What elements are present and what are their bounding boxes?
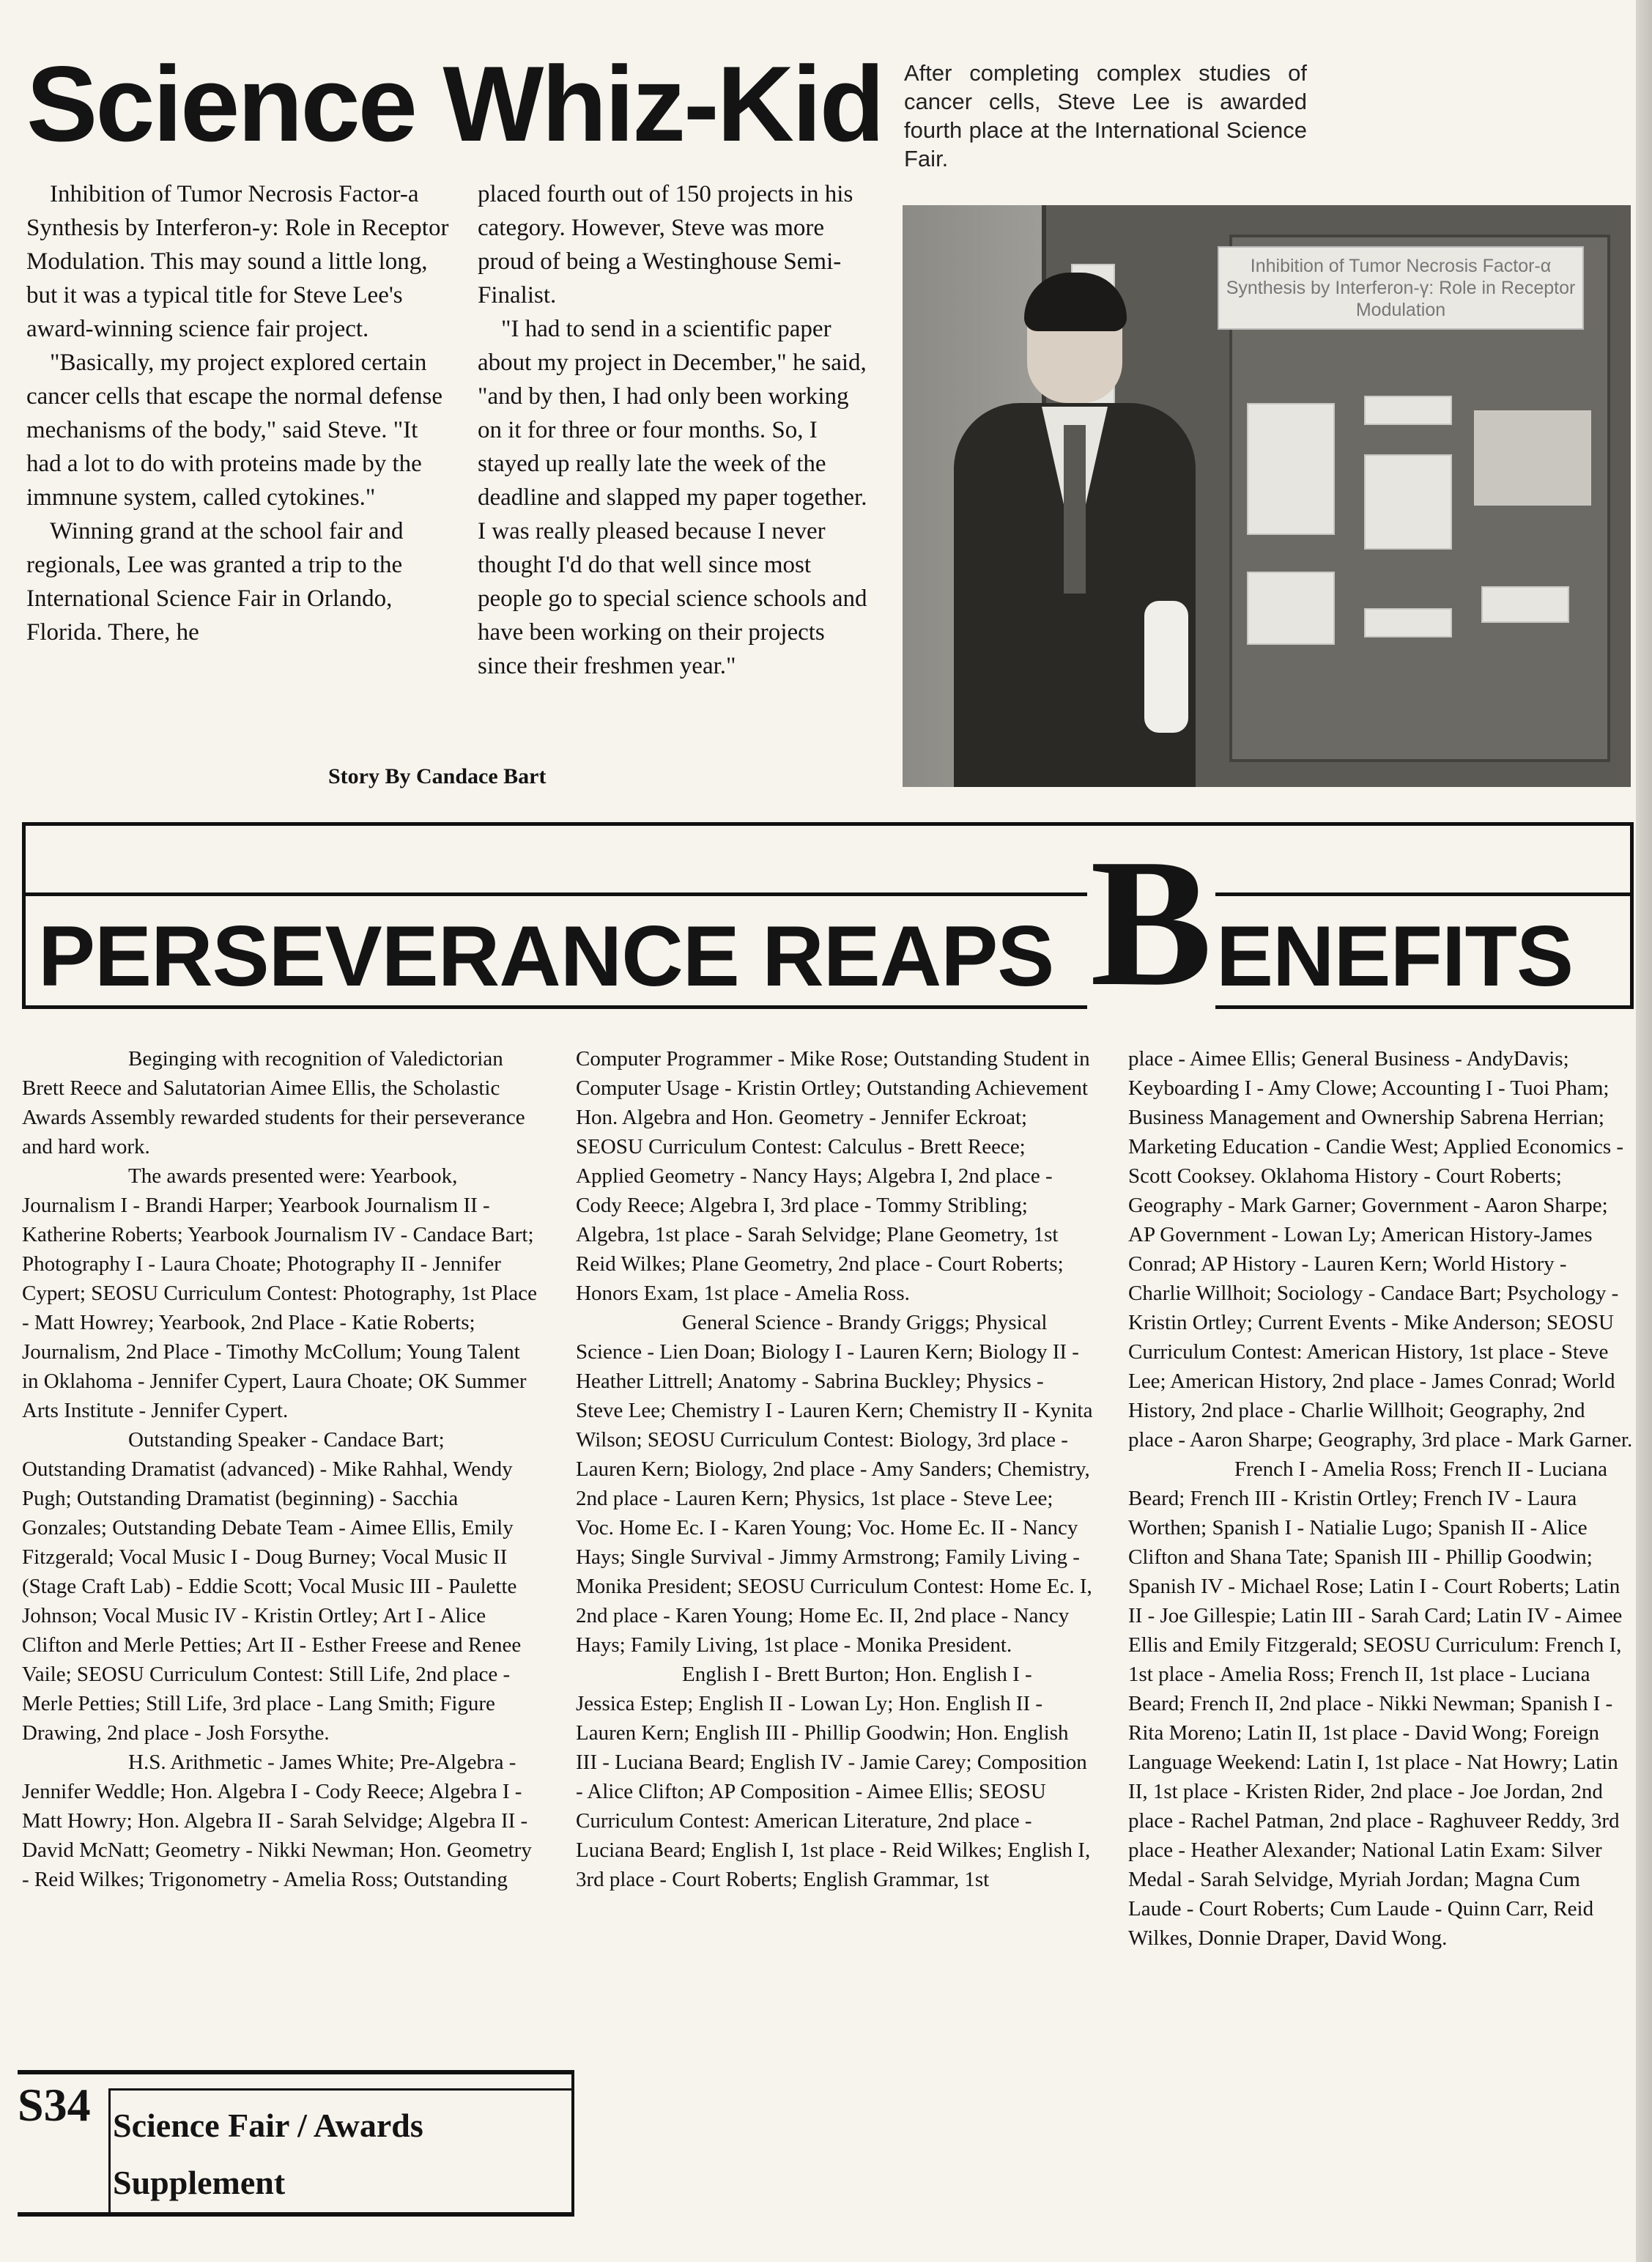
student-figure bbox=[954, 278, 1196, 787]
awards-paragraph: H.S. Arithmetic - James White; Pre-Algebra - Jennifer Weddle; Hon. Algebra I - Cody Reece; Algebra I - Matt Howry; Hon. Algebra II - Sarah Selvidge; Algebra II - David McNatt; Geometry - Nikki Newman; Hon. Geometry - Reid Wilkes; Trigonometry - Amelia Ross; Outstanding bbox=[22, 1751, 532, 1891]
banner-title-left: PERSEVERANCE REAPS bbox=[38, 908, 1054, 1004]
story-paragraph: Inhibition of Tumor Necrosis Factor-a Synthesis by Interferon-y: Role in Receptor Modulation. This may sound a little long, but it was a typical title for Steve Lee's award-winning science fair project. bbox=[26, 181, 449, 342]
story-paragraph: Winning grand at the school fair and regionals, Lee was granted a trip to the International Science Fair in Orlando, Florida. There, he bbox=[26, 518, 404, 646]
story-column-2 bbox=[478, 177, 877, 683]
board-paper bbox=[1364, 396, 1452, 425]
story-paragraph: placed fourth out of 150 projects in his category. However, Steve was more proud of being a Westinghouse Semi-Finalist. bbox=[478, 181, 853, 308]
awards-paragraph: Beginging with recognition of Valedictorian Brett Reece and Salutatorian Aimee Ellis, the Scholastic Awards Assembly rewarded students for their perseverance and hard work. bbox=[22, 1047, 525, 1158]
awards-paragraph: English I - Brett Burton; Hon. English I - Jessica Estep; English II - Lowan Ly; Hon. English II - Lauren Kern; English III - Phillip Goodwin; Hon. English III - Luciana Beard; English IV - Jamie Carey; Composition - Alice Clifton; AP Composition - Aimee Ellis; SEOSU Curriculum Contest: American Literature, 2nd place - Luciana Beard; English I, 1st place - Reid Wilkes; English I, 3rd place - Court Roberts; English Grammar, 1st bbox=[576, 1663, 1091, 1891]
award-ribbon bbox=[1144, 601, 1188, 733]
story-byline: Story By Candace Bart bbox=[328, 764, 547, 788]
story-paragraph: "I had to send in a scientific paper about my project in December," he said, "and by then, I had only been working on it for three or four months. So, I stayed up really late the week of the deadline and slapped my paper together. I was really pleased because I never thought I'd do that well since most people go to special science schools and have been working on their projects since their freshmen year." bbox=[478, 316, 867, 679]
section-label-line: Science Fair / Awards bbox=[113, 2107, 423, 2144]
awards-paragraph: place - Aimee Ellis; General Business - AndyDavis; Keyboarding I - Amy Clowe; Accounting I - Tuoi Pham; Business Management and Ownership Sabrena Herrian; Marketing Education - Candie West; Applied Economics - Scott Cooksey. Oklahoma History - Court Roberts; Geography - Mark Garner; Government - Aaron Sharpe; AP Government - Lowan Ly; American History-James Conrad; AP History - Lauren Kern; World History - Charlie Willhoit; Sociology - Candace Bart; Psychology - Kristin Ortley; Current Events - Mike Anderson; SEOSU Curriculum Contest: American History, 1st place - Steve Lee; American History, 2nd place - James Conrad; World History, 2nd place - Charlie Willhoit; Geography, 2nd place - Aaron Sharpe; Geography, 3rd place - Mark Garner. bbox=[1128, 1047, 1633, 1452]
article-headline: Science Whiz-Kid bbox=[26, 44, 883, 163]
science-fair-photo bbox=[903, 205, 1631, 787]
banner-rule bbox=[1209, 892, 1634, 896]
board-paper bbox=[1364, 454, 1452, 550]
board-title-card: Inhibition of Tumor Necrosis Factor-α Synthesis by Interferon-γ: Role in Receptor Modulation bbox=[1218, 246, 1584, 330]
banner-rule bbox=[22, 892, 1089, 896]
story-column-1 bbox=[26, 177, 455, 649]
awards-paragraph: French I - Amelia Ross; French II - Luciana Beard; French III - Kristin Ortley; French IV - Laura Worthen; Spanish I - Natialie Lugo; Spanish II - Alice Clifton and Shana Tate; Spanish III - Phillip Goodwin; Spanish IV - Michael Rose; Latin I - Court Roberts; Latin II - Joe Gillespie; Latin III - Sarah Card; Latin IV - Aimee Ellis and Emily Fitzgerald; SEOSU Curriculum: French I, 1st place - Amelia Ross; French II, 1st place - Luciana Beard; French II, 2nd place - Nikki Newman; Spanish I - Rita Moreno; Latin II, 1st place - David Wong; Foreign Language Weekend: Latin I, 1st place - Nat Howry; Latin II, 1st place - Kristen Rider, 2nd place - Joe Jordan, 2nd place - Rachel Patman, 2nd place - Raghuveer Reddy, 3rd place - Heather Alexander; National Latin Exam: Silver Medal - Sarah Selvidge, Myriah Jordan; Magna Cum Laude - Court Roberts; Cum Laude - Quinn Carr, Reid Wilkes, Donnie Draper, David Wong. bbox=[1128, 1457, 1623, 1950]
awards-paragraph: Computer Programmer - Mike Rose; Outstanding Student in Computer Usage - Kristin Ortley; Outstanding Achievement Hon. Algebra and Hon. Geometry - Jennifer Eckroat; SEOSU Curriculum Contest: Calculus - Brett Reece; Applied Geometry - Nancy Hays; Algebra I, 2nd place - Cody Reece; Algebra I, 3rd place - Tommy Stribling; Algebra, 1st place - Sarah Selvidge; Plane Geometry, 1st Reid Wilkes; Plane Geometry, 2nd place - Court Roberts; Honors Exam, 1st place - Amelia Ross. bbox=[576, 1047, 1090, 1305]
board-paper bbox=[1481, 586, 1569, 623]
board-photo bbox=[1474, 410, 1591, 506]
folio-rule bbox=[108, 2088, 111, 2217]
section-label-line: Supplement bbox=[113, 2164, 286, 2201]
folio-rule bbox=[108, 2088, 574, 2091]
awards-column-1 bbox=[22, 1044, 541, 1894]
board-paper bbox=[1247, 572, 1335, 645]
awards-paragraph: Outstanding Speaker - Candace Bart; Outstanding Dramatist (advanced) - Mike Rahhal, Wendy Pugh; Outstanding Dramatist (beginning) - Sacchia Gonzales; Outstanding Debate Team - Aimee Ellis, Emily Fitzgerald; Vocal Music I - Doug Burney; Vocal Music II (Stage Craft Lab) - Eddie Scott; Vocal Music III - Paulette Johnson; Vocal Music IV - Kristin Ortley; Art I - Alice Clifton and Merle Petties; Art II - Esther Freese and Renee Vaile; SEOSU Curriculum Contest: Still Life, 2nd place - Merle Petties; Still Life, 3rd place - Lang Smith; Figure Drawing, 2nd place - Josh Forsythe. bbox=[22, 1428, 522, 1745]
awards-paragraph: General Science - Brandy Griggs; Physical Science - Lien Doan; Biology I - Lauren Kern; Biology II - Heather Littrell; Anatomy - Sabrina Buckley; Physics - Steve Lee; Chemistry I - Lauren Kern; Chemistry II - Kynita Wilson; SEOSU Curriculum Contest: Biology, 3rd place - Lauren Kern; Biology, 2nd place - Amy Sanders; Chemistry, 2nd place - Lauren Kern; Physics, 1st place - Steve Lee; Voc. Home Ec. I - Karen Young; Voc. Home Ec. II - Nancy Hays; Single Survival - Jimmy Armstrong; Family Living - Monika President; SEOSU Curriculum Contest: Home Ec. I, 2nd place - Karen Young; Home Ec. II, 2nd place - Nancy Hays; Family Living, 1st place - Monika President. bbox=[576, 1311, 1093, 1657]
awards-column-3 bbox=[1128, 1044, 1634, 1953]
board-paper bbox=[1247, 403, 1335, 535]
story-paragraph: "Basically, my project explored certain cancer cells that escape the normal defense mechanisms of the body," said Steve. "It had a lot to do with proteins made by the immnune system, called cytokines." bbox=[26, 350, 443, 511]
board-paper bbox=[1364, 608, 1452, 637]
page-number: S34 bbox=[18, 2079, 91, 2131]
section-label bbox=[113, 2097, 567, 2211]
banner-initial: B bbox=[1087, 835, 1215, 1011]
photo-caption: After completing complex studies of cancer cells, Steve Lee is awarded fourth place at the International Science Fair. bbox=[904, 60, 1307, 171]
awards-paragraph: The awards presented were: Yearbook, Journalism I - Brandi Harper; Yearbook Journalism II - Katherine Roberts; Yearbook Journalism IV - Candace Bart; Photography I - Laura Choate; Photography II - Jennifer Cypert; SEOSU Curriculum Contest: Photography, 1st Place - Matt Howrey; Yearbook, 2nd Place - Katie Roberts; Journalism, 2nd Place - Timothy McCollum; Young Talent in Oklahoma - Jennifer Cypert, Laura Choate; OK Summer Arts Institute - Jennifer Cypert. bbox=[22, 1164, 537, 1422]
page-edge bbox=[1636, 0, 1652, 2262]
banner-title-right: ENEFITS bbox=[1216, 908, 1574, 1004]
awards-column-2 bbox=[576, 1044, 1093, 1894]
